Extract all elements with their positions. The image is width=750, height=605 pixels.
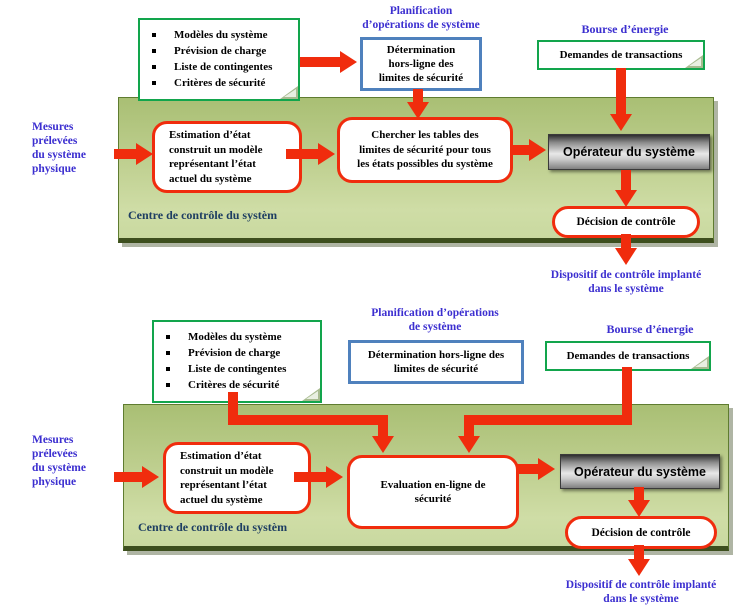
arrowhead <box>372 436 394 453</box>
operateur-box-1: Opérateur du système <box>548 134 710 170</box>
note-item: Critères de sécurité <box>140 75 298 91</box>
demandes-box-2: Demandes de transactions <box>545 341 711 371</box>
bullet-icon <box>166 383 170 387</box>
bourse-title-2: Bourse d’énergie <box>606 322 694 336</box>
evaluation-box: Evaluation en-ligne de sécurité <box>347 455 519 529</box>
bullet-icon <box>152 65 156 69</box>
arrowhead <box>407 102 429 119</box>
note-item: Modèles du système <box>154 329 320 345</box>
arrow-demandes-to-evaluation-horizontal <box>464 415 632 425</box>
decision-oval-2: Décision de contrôle <box>565 516 717 549</box>
chercher-box-1: Chercher les tables des limites de sécurité pour tous les états possibles du système <box>337 117 513 183</box>
arrowhead <box>458 436 480 453</box>
bullet-icon <box>152 49 156 53</box>
bullet-icon <box>166 335 170 339</box>
arrowhead <box>136 143 153 165</box>
arrowhead <box>529 139 546 161</box>
arrowhead <box>340 51 357 73</box>
arrowhead <box>628 559 650 576</box>
arrow-demandes-to-evaluation-drop <box>464 415 474 437</box>
arrowhead <box>615 248 637 265</box>
arrowhead <box>326 466 343 488</box>
panel-label-1: Centre de contrôle du systèm <box>128 208 278 222</box>
arrow-operateur-to-decision-1 <box>621 170 631 192</box>
bullet-icon <box>166 351 170 355</box>
bullet-icon <box>166 367 170 371</box>
determination-box-2: Détermination hors-ligne des limites de sécurité <box>348 340 524 384</box>
determination-box-1: Détermination hors-ligne des limites de sécurité <box>360 37 482 91</box>
note-item: Liste de contingentes <box>140 59 298 75</box>
demandes-box-1: Demandes de transactions <box>537 40 705 70</box>
dispositif-label-2: Dispositif de contrôle implanté dans le système <box>565 579 717 605</box>
arrowhead <box>318 143 335 165</box>
inputs-note-1 <box>138 18 300 101</box>
arrow-estimation-to-evaluation <box>294 472 328 482</box>
mesures-label-1: Mesures prélevées du système physique <box>32 121 86 175</box>
mesures-label-2: Mesures prélevées du système physique <box>32 434 86 488</box>
arrowhead <box>142 466 159 488</box>
bourse-title-1: Bourse d’énergie <box>581 22 669 36</box>
arrow-estimation-to-chercher <box>286 149 320 159</box>
inputs-note-2 <box>152 320 322 403</box>
planification-title-1: Planification d’opérations de système <box>362 5 480 31</box>
note-item: Liste de contingentes <box>154 361 320 377</box>
note-item: Modèles du système <box>140 27 298 43</box>
operateur-box-2: Opérateur du système <box>560 454 720 489</box>
note-item: Prévision de charge <box>140 43 298 59</box>
note-item: Critères de sécurité <box>154 377 320 393</box>
arrow-note-to-evaluation-horizontal <box>228 415 388 425</box>
arrow-mesures-2 <box>114 472 144 482</box>
arrow-demandes-to-operateur-1 <box>616 68 626 116</box>
note-fold-icon <box>691 356 709 369</box>
arrowhead <box>610 114 632 131</box>
arrow-note-to-determination-1 <box>300 57 342 67</box>
bullet-icon <box>152 33 156 37</box>
panel-label-2: Centre de contrôle du systèm <box>138 520 288 534</box>
arrowhead <box>615 190 637 207</box>
arrow-evaluation-to-operateur <box>516 464 540 474</box>
arrowhead <box>628 500 650 517</box>
note-item: Prévision de charge <box>154 345 320 361</box>
bullet-icon <box>152 81 156 85</box>
estimation-box-1: Estimation d’état construit un modèle représentant l’état actuel du système <box>152 121 302 193</box>
decision-oval-1: Décision de contrôle <box>552 206 700 238</box>
dispositif-label-1: Dispositif de contrôle implanté dans le système <box>550 269 702 295</box>
note-fold-icon <box>685 55 703 68</box>
arrowhead <box>538 458 555 480</box>
estimation-box-2: Estimation d’état construit un modèle représentant l’état actuel du système <box>163 442 311 514</box>
arrow-chercher-to-operateur <box>511 145 531 155</box>
arrow-note-to-evaluation-drop <box>378 415 388 437</box>
planification-title-2: Planification d’opérations de système <box>371 307 499 333</box>
